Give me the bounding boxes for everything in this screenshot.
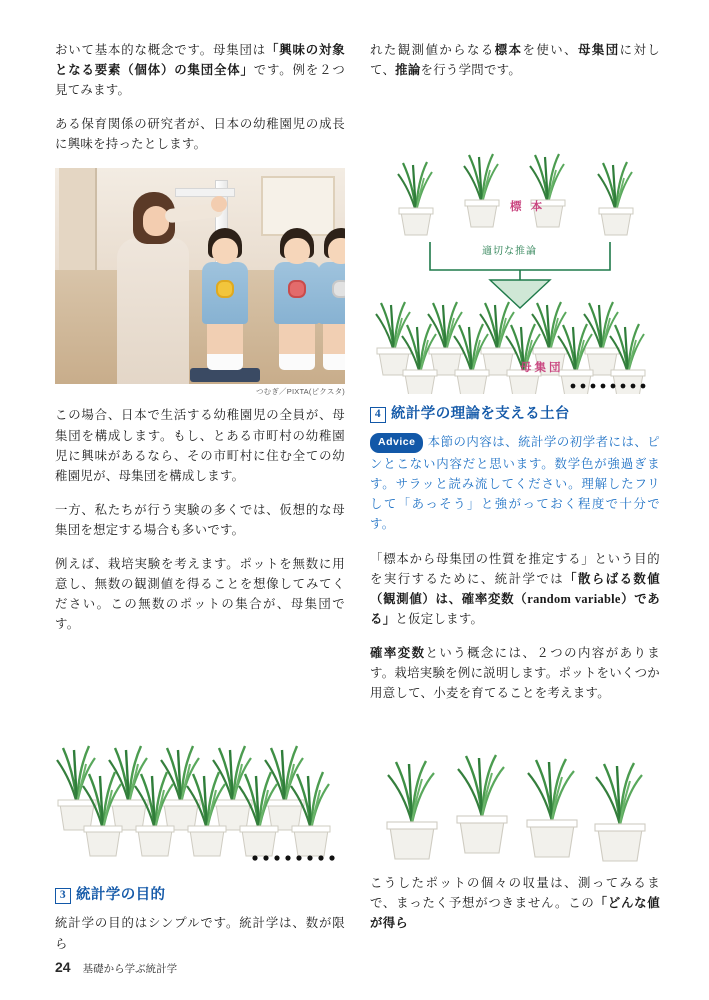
section-title: 統計学の目的 [76,887,166,904]
advice-badge: Advice [370,433,423,453]
population-wheat-svg [55,648,345,873]
left-column [55,40,345,968]
paragraph: 例えば、栽培実験を考えます。ポットを無数に用意し、無数の観測値を得ることを想像してみてください。この無数のポットの集合が、母集団です。 [55,557,345,632]
teacher-face [143,206,169,236]
child-3 [311,228,345,378]
advice-text: 本節の内容は、統計学の初学者には、ピンとこない内容だと思います。数学色が強過ぎます。サラッと読み流してください。理解したフリして「あっそう」と強がっておく程度で十分です。 [370,435,660,532]
pots-wheat-svg [370,717,660,867]
section-title: 統計学の理論を支える土台 [391,406,570,423]
paragraph: れた観測値からなる標本を使い、母集団に対して、推論を行う学問です。 [370,43,660,78]
photo-window [261,176,335,236]
section-number: 3 [55,888,71,904]
paragraph: こうしたポットの個々の収量は、測ってみるまで、まったく予想がつきません。この「どんな値が得ら [370,876,660,931]
paragraph: 一方、私たちが行う実験の多くでは、仮想的な母集団を想定する場合も多いです。 [55,502,345,537]
population-label: 母集団 [520,362,564,375]
sample-population-figure [370,94,660,394]
paragraph: おいて基本的な概念です。母集団は「興味の対象となる要素（個体）の集団全体」です。例を２つ見てみます。 [55,43,346,98]
photo-doorframe [59,168,97,270]
right-column [370,40,660,948]
paragraph: 確率変数という概念には、２つの内容があります。栽培実験を例に説明します。ポットをいくつか用意して、小麦を育てることを考えます。 [370,645,660,701]
page-number: 24 [55,959,71,975]
inference-label: 適切な推論 [482,246,537,258]
section-heading-3 [55,883,345,905]
book-title: 基礎から学ぶ統計学 [82,963,178,975]
paragraph: ある保育関係の研究者が、日本の幼稚園児の成長に興味を持ったとします。 [55,117,345,152]
pots-figure [370,717,660,867]
section-heading-4 [370,402,660,424]
advice-block [370,432,660,534]
paragraph: 「標本から母集団の性質を推定する」という目的を実行するために、統計学では「散らばる数値（観測値）は、確率変数（random variable）である」と仮定します。 [370,551,660,626]
teacher-body [117,238,189,384]
height-measure-bar [175,188,235,197]
paragraph: この場合、日本で生活する幼稚園児の全員が、母集団を構成します。もし、とある市町村の幼稚園児に興味があるなら、その市町村に住む全ての幼稚園児が、母集団を構成します。 [55,408,345,483]
child-1 [195,228,255,378]
photo-credit: つむぎ／PIXTA(ピクスタ) [255,387,345,397]
page-footer [55,959,177,976]
kindergarten-photo [55,168,345,384]
population-figure [55,648,345,873]
paragraph: 統計学の目的はシンプルです。統計学は、数が限ら [55,916,345,951]
section-number: 4 [370,407,386,423]
sample-label: 標 本 [510,201,546,214]
